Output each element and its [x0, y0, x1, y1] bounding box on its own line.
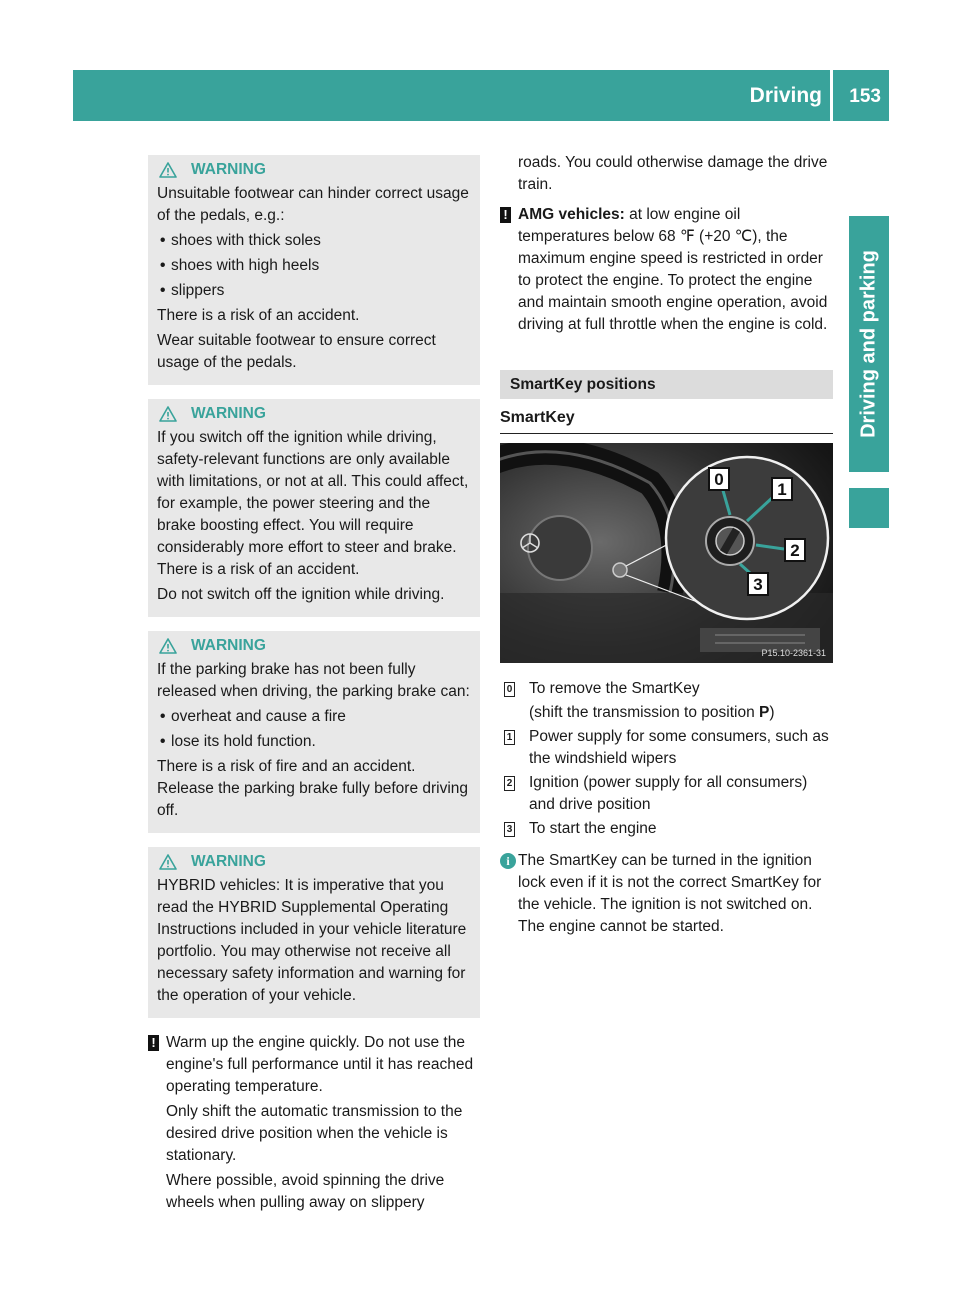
legend-text: (shift the transmission to position [529, 704, 760, 721]
caution-note-amg [500, 204, 833, 336]
warning-title: WARNING [191, 405, 266, 422]
warning-box-footwear [148, 155, 480, 385]
callout-0 [709, 468, 729, 490]
warning-text: Do not switch off the ignition while driving. [157, 586, 445, 603]
warning-box-parking-brake [148, 631, 480, 833]
callout-label: 0 [714, 470, 724, 489]
bullet-text: overheat and cause a fire [171, 708, 346, 725]
subheading: SmartKey [500, 407, 833, 434]
warning-text: Unsuitable footwear can hinder correct usage of the pedals, e.g.: [157, 185, 469, 224]
warning-box-ignition [148, 399, 480, 617]
bullet-text: lose its hold function. [171, 733, 316, 750]
warning-title: WARNING [191, 637, 266, 654]
side-tab-marker [849, 488, 889, 528]
bullet-text: shoes with thick soles [171, 232, 321, 249]
right-column [500, 152, 833, 941]
callout-2 [785, 539, 805, 561]
number-box-icon: 3 [504, 822, 515, 837]
legend-text: ) [769, 704, 775, 721]
note-text: Warm up the engine quickly. Do not use the engine's full performance until it has reached operating temperature. [166, 1034, 474, 1095]
caution-note-continued [500, 152, 833, 196]
callout-3 [748, 573, 768, 595]
note-text: Only shift the automatic transmission to the desired drive position when the vehicle is stationary. [166, 1103, 463, 1164]
page-number: 153 [849, 86, 881, 107]
warning-box-hybrid [148, 847, 480, 1018]
header-divider [830, 70, 833, 121]
legend-text: Power supply for some consumers, such as the windshield wipers [529, 728, 829, 767]
callout-label: 2 [790, 541, 800, 560]
legend-item-0 [500, 678, 833, 724]
warning-text: If you switch off the ignition while driving, safety-relevant functions are only available with limitations, or not at all. This could affect, for example, the power steering and the brake boosting effect. You will require considerably more effort to steer and brake. There is a risk of an accident. [157, 429, 469, 578]
bullet-item: • slippers [160, 282, 225, 299]
callout-1 [772, 478, 792, 500]
note-text: The SmartKey can be turned in the ignition lock even if it is not the correct SmartKey for the vehicle. The ignition is not switched on. The engine cannot be started. [518, 852, 822, 935]
left-column [148, 155, 480, 1217]
warning-triangle-icon [159, 854, 177, 870]
warning-text: If the parking brake has not been fully released when driving, the parking brake can: [157, 661, 470, 700]
bullet-text: shoes with high heels [171, 257, 320, 274]
info-note [500, 850, 833, 938]
warning-triangle-icon [159, 406, 177, 422]
bullet-item: • shoes with thick soles [160, 232, 321, 249]
legend-item-2 [500, 772, 833, 816]
number-box-icon: 0 [504, 682, 515, 697]
warning-title: WARNING [191, 161, 266, 178]
legend-item-3 [500, 818, 833, 840]
legend-item-1 [500, 726, 833, 770]
note-bold-label: AMG vehicles: [518, 206, 625, 223]
number-box-icon: 2 [504, 776, 515, 791]
warning-text: There is a risk of an accident. [157, 307, 360, 324]
warning-text: There is a risk of fire and an accident. Release the parking brake fully before driving off. [157, 758, 469, 819]
number-box-icon: 1 [504, 730, 515, 745]
chapter-title: Driving [749, 84, 822, 107]
callout-label: 1 [777, 480, 787, 499]
exclamation-icon: ! [148, 1035, 159, 1051]
note-text: roads. You could otherwise damage the drive train. [518, 154, 828, 193]
side-tab-label: Driving and parking [857, 250, 880, 438]
warning-title: WARNING [191, 853, 266, 870]
caution-note-warm-up [148, 1032, 480, 1214]
bullet-item: • overheat and cause a fire [160, 708, 346, 725]
figure-code: P15.10-2361-31 [761, 648, 826, 658]
smartkey-figure [500, 443, 833, 663]
bullet-item: • lose its hold function. [160, 733, 316, 750]
bullet-text: slippers [171, 282, 225, 299]
exclamation-icon: ! [500, 207, 511, 223]
bullet-item: • shoes with high heels [160, 257, 320, 274]
section-heading: SmartKey positions [500, 370, 833, 399]
callout-label: 3 [753, 575, 763, 594]
ignition-lock-small [613, 563, 627, 577]
legend-text: To remove the SmartKey [529, 680, 700, 697]
position-label: P [759, 704, 770, 721]
note-text: at low engine oil temperatures below 68 ℉ (+20 ℃), the maximum engine speed is restricted in order to protect the engine. To protect the engine and maintain smooth engine operation, avoid driving at full throttle when the engine is cold. [518, 206, 828, 333]
info-icon: i [500, 853, 516, 869]
page-header [73, 70, 889, 121]
warning-triangle-icon [159, 638, 177, 654]
warning-triangle-icon [159, 162, 177, 178]
warning-text: Wear suitable footwear to ensure correct usage of the pedals. [157, 332, 436, 371]
legend-text: To start the engine [529, 820, 657, 837]
side-section-tab [849, 216, 889, 472]
warning-text: HYBRID vehicles: It is imperative that you read the HYBRID Supplemental Operating Instructions included in your vehicle literature portfolio. You may otherwise not receive all necessary safety information and warning for the operation of your vehicle. [157, 877, 467, 1004]
note-text: Where possible, avoid spinning the drive wheels when pulling away on slippery [166, 1172, 445, 1211]
legend-text: Ignition (power supply for all consumers) and drive position [529, 774, 808, 813]
